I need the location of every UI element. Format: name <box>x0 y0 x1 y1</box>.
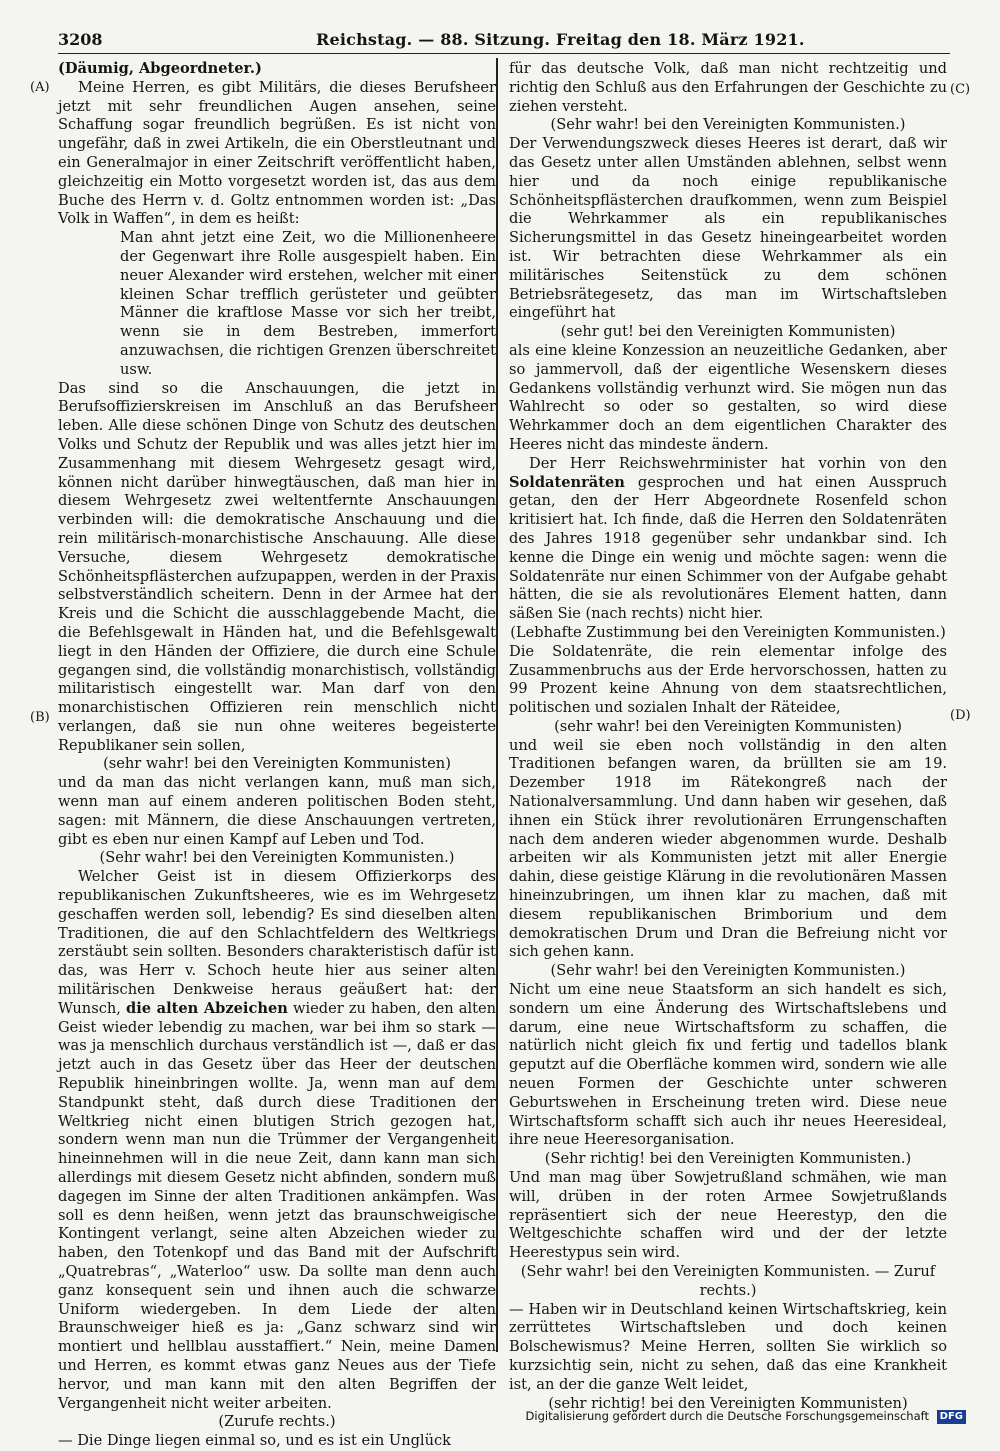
paragraph: für das deutsche Volk, daß man nicht rechtzeitig und richtig den Schluß aus den Erfahrungen der Geschichte zu ziehen versteht. <box>509 60 947 115</box>
paragraph: — Die Dinge liegen einmal so, und es ist ein Unglück <box>58 1432 452 1450</box>
paragraph-text: Welcher Geist ist in diesem Offizierkorps des republikanischen Zukunftsheeres, wie es im Wehrgesetz geschaffen werden soll, lebendig? Es sind dieselben alten Traditionen, die auf den Schlachtfeldern des Weltkriegs zerstäubt sein sollten. Besonders charakteristisch dafür ist das, was Herr v. Schoch heute hier aus seiner alten militärischen Denkweise heraus geäußert hat: der Wunsch, <box>58 868 496 1017</box>
reaction: (sehr wahr! bei den Vereinigten Kommunisten) <box>554 717 902 735</box>
dfg-logo: DFG <box>937 1410 966 1424</box>
paragraph <box>58 868 496 1413</box>
paragraph: Nicht um eine neue Staatsform an sich handelt es sich, sondern um eine Änderung des Wirtschaftslebens und darum, eine neue Wirtschaftsform zu schaffen, die natürlich nicht gleich fix und fertig und tadellos blank geputzt auf die Oberfläche kommen wird, sondern wie alle neuen Formen der Geschichte unter schweren Geburtswehen in Erscheinung treten wird. Diese neue Wirtschaftsform schafft sich auch ihr neues Heeresideal, ihre neue Heeresorganisation. <box>509 981 947 1149</box>
emphasis: die alten Abzeichen <box>126 999 288 1017</box>
margin-marker-a: (A) <box>30 80 50 95</box>
right-column <box>509 60 947 1413</box>
reaction: (Sehr wahr! bei den Vereinigten Kommunisten.) <box>550 962 906 980</box>
paragraph-text: gesprochen und hat einen Ausspruch getan, den der Herr Abgeordnete Rosenfeld schon kritisiert hat. Ich finde, daß die Herren den Soldatenräten des Jahres 1918 gegenüber sehr undankbar sind. Ich kenne die Dinge ein wenig und möchte sagen: wenn die Soldatenräte nur einen Schimmer von der Aufgabe gehabt hätten, die sie als revolutionäres Element hatten, dann säßen Sie (nach rechts) nicht hier. <box>509 473 948 623</box>
footer-text: Digitalisierung gefördert durch die Deutsche Forschungsgemeinschaft <box>525 1409 929 1423</box>
column-divider <box>496 58 498 1352</box>
paragraph: und da man das nicht verlangen kann, muß man sich, wenn man auf einem anderen politischen Boden steht, sagen: mit Männern, die diese Anschauungen vertreten, gibt es eben nur einen Kampf auf Leben und Tod. <box>58 774 496 848</box>
reaction: (Lebhafte Zustimmung bei den Vereinigten Kommunisten.) <box>510 623 946 641</box>
reaction: (sehr gut! bei den Vereinigten Kommunisten) <box>560 323 896 341</box>
reaction: (Sehr wahr! bei den Vereinigten Kommunisten.) <box>550 116 906 134</box>
paragraph: Meine Herren, es gibt Militärs, die dieses Berufsheer jetzt mit sehr freundlichen Augen ansehen, seine Schaffung sogar freundlich begrüßen. Es ist nicht von ungefähr, daß in zwei Artikeln, die ein Oberstleutnant und ein Generalmajor in einer Zeitschrift veröffentlicht haben, gleichzeitig ein Motto vorgesetzt worden ist, das aus dem Buche des Herrn v. d. Goltz entnommen worden ist: „Das Volk in Waffen“, in dem es heißt: <box>58 78 496 228</box>
paragraph: Der Verwendungszweck dieses Heeres ist derart, daß wir das Gesetz unter allen Umständen ablehnen, selbst wenn hier und da noch einige republikanische Schönheitspflästerchen draufkommen, wenn zum Beispiel die Wehrkammer als ein republikanisches Sicherungsmittel in das Gesetz hineingearbeitet worden ist. Wir betrachten diese Wehrkammer als ein militärisches Seitenstück zu dem schönen Betriebsrätegesetz, das man im Wirtschaftsleben eingeführt hat <box>509 135 947 322</box>
margin-marker-c: (C) <box>950 82 971 97</box>
speaker-line: (Däumig, Abgeordneter.) <box>58 60 262 77</box>
margin-marker-d: (D) <box>950 708 971 723</box>
paragraph: und weil sie eben noch vollständig in den alten Traditionen befangen waren, da brüllten sie am 19. Dezember 1918 im Rätekongreß nach der Nationalversammlung. Und dann haben wir gesehen, daß ihnen ein Stück ihrer revolutionären Errungenschaften nach dem anderen wieder abgenommen wurde. Deshalb arbeiten wir als Kommunisten jetzt mit aller Energie dahin, diese geistige Klärung in die revolutionären Massen hineinzubringen, um ihnen klar zu machen, daß mit diesem republikanischen Brimborium und dem demokratischen Drum und Dran die Befreiung nicht vor sich gehen kann. <box>509 736 947 961</box>
reaction: (sehr richtig! bei den Vereinigten Kommunisten) <box>548 1394 908 1412</box>
paragraph-text: wieder zu haben, den alten Geist wieder lebendig zu machen, war bei ihm so stark — was ja menschlich durchaus verständlich ist —, daß er das jetzt auch in das Gesetz über das Heer der deutschen Republik hineinbringen wollte. Ja, wenn man auf dem Standpunkt steht, daß durch diese Traditionen der Weltkrieg nicht einen blutigen Strich gezogen hat, sondern wenn man nun die Trümmer der Vergangenheit hineinnehmen will in die neue Zeit, dann kann man sich allerdings mit diesem Gesetz nicht abfinden, sondern muß dagegen im Sinne der alten Traditionen ankämpfen. Was soll es denn heißen, wenn jetzt das braunschweigische Kontingent verlangt, seine alten Abzeichen wieder zu haben, den Totenkopf und das Band mit der Aufschrift „Quatrebras“, „Waterloo“ usw. Da sollte man denn auch ganz konsequent sein und ihnen auch die schwarze Uniform wiedergeben. In dem Liede der alten Braunschweiger hieß es ja: „Ganz schwarz sind wir montiert und hellblau ausstaffiert.“ Nein, meine Damen und Herren, es kommt etwas ganz Neues aus der Tiefe hervor, und man kann mit den alten Begriffen der Vergangenheit nicht weiter arbeiten. <box>58 999 497 1412</box>
funding-footer <box>526 1407 966 1425</box>
paragraph: — Haben wir in Deutschland keinen Wirtschaftskrieg, kein zerrüttetes Wirtschaftsleben und doch keinen Bolschewismus? Meine Herren, sollten Sie wirklich so kurzsichtig sein, nicht zu sehen, daß das eine Krankheit ist, an der die ganze Welt leidet, <box>509 1300 947 1393</box>
paragraph <box>509 455 947 624</box>
margin-marker-b: (B) <box>30 710 50 725</box>
paragraph: Das sind so die Anschauungen, die jetzt in Berufsoffizierskreisen im Anschluß an das Berufsheer leben. Alle diese schönen Dinge von Schutz des deutschen Volks und Schutz der Republik und was alles jetzt hier im Zusammenhang mit diesem Wehrgesetz gesagt wird, können nicht darüber hinwegtäuschen, daß man hier in diesem Wehrgesetz zwei weltentfernte Anschauungen verbinden will: die demokratische Anschauung und die rein militärisch-monarchistische Anschauung. Alle diese Versuche, diesem Wehrgesetz demokratische Schönheitspflästerchen aufzupappen, werden in der Praxis selbstverständlich scheitern. Denn in der Armee hat der Kreis und die Schicht die ausschlaggebende Macht, die die Befehlsgewalt in Händen hat, und die Befehlsgewalt liegt in den Händen der Offiziere, die durch eine Schule gegangen sind, die vollständig monarchistisch, vollständig militaristisch eingestellt war. Man darf von den monarchistischen Offizieren rein menschlich nicht verlangen, daß sie nun ohne weiteres begeisterte Republikaner sein sollen, <box>58 379 496 754</box>
reaction: (Sehr richtig! bei den Vereinigten Kommunisten.) <box>544 1150 912 1168</box>
paragraph: als eine kleine Konzession an neuzeitliche Gedanken, aber so jammervoll, daß der eigentliche Wesenskern dieses Gedankens vollständig verhunzt wird. Sie mögen nun das Wahlrecht so oder so gestalten, so wird diese Wehrkammer doch an dem eigentlichen Charakter des Heeres nicht das mindeste ändern. <box>509 341 947 453</box>
reaction: (sehr wahr! bei den Vereinigten Kommunisten) <box>103 755 451 773</box>
reaction: (Sehr wahr! bei den Vereinigten Kommunisten. — Zuruf rechts.) <box>520 1263 936 1299</box>
emphasis: Soldatenräten <box>509 473 625 491</box>
reaction: (Sehr wahr! bei den Vereinigten Kommunisten.) <box>99 849 455 867</box>
running-title: Reichstag. — 88. Sitzung. Freitag den 18. März 1921. <box>316 30 805 49</box>
left-column <box>58 60 496 1451</box>
block-quote: Man ahnt jetzt eine Zeit, wo die Millionenheere der Gegenwart ihre Rolle ausgespielt haben. Ein neuer Alexander wird erstehen, welcher mit einer kleinen Schar trefflich gerüsteter und geübter Männer die kraftlose Masse vor sich her treibt, wenn sie in dem Bestreben, immerfort anzuwachsen, die richtigen Grenzen überschreitet usw. <box>120 229 496 378</box>
running-header <box>58 29 950 54</box>
paragraph: Und man mag über Sowjetrußland schmähen, wie man will, drüben in der roten Armee Sowjetrußlands repräsentiert sich der neue Heerestyp, den die Weltgeschichte schaffen wird und der der letzte Heerestypus sein wird. <box>509 1169 947 1262</box>
paragraph-text: Der Herr Reichswehrminister hat vorhin von den <box>529 454 947 472</box>
paragraph: Die Soldatenräte, die rein elementar infolge des Zusammenbruchs aus der Erde hervorschossen, hatten zu 99 Prozent keine Ahnung von dem staatsrechtlichen, politischen und sozialen Inhalt der Räteidee, <box>509 642 947 717</box>
page-number: 3208 <box>58 30 103 49</box>
reaction: (Zurufe rechts.) <box>218 1413 336 1431</box>
